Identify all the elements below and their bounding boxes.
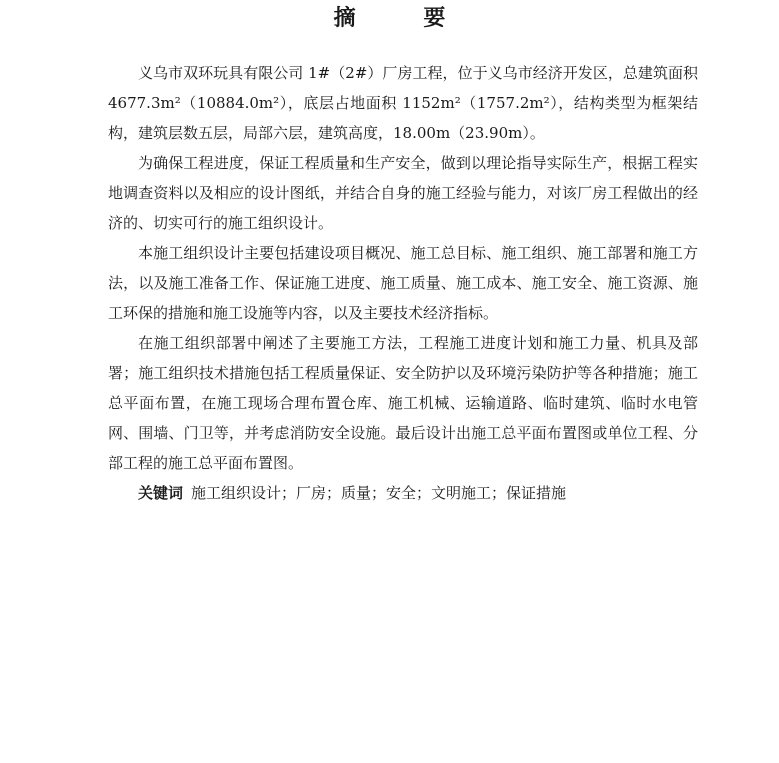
abstract-paragraph-2: 为确保工程进度，保证工程质量和生产安全，做到以理论指导实际生产，根据工程实地调查资料以及相应的设计图纸，并结合自身的施工经验与能力，对该厂房工程做出的经济的、切实可行的施工组织设计。 bbox=[108, 154, 698, 232]
abstract-body bbox=[108, 58, 698, 508]
abstract-title: 摘 要 bbox=[333, 6, 476, 31]
keywords-line bbox=[108, 478, 698, 508]
abstract-paragraph-3: 本施工组织设计主要包括建设项目概况、施工总目标、施工组织、施工部署和施工方法，以及施工准备工作、保证施工进度、施工质量、施工成本、施工安全、施工资源、施工环保的措施和施工设施等内容，以及主要技术经济指标。 bbox=[108, 244, 698, 322]
abstract-paragraph-1: 义乌市双环玩具有限公司 1#（2#）厂房工程，位于义乌市经济开发区，总建筑面积 4677.3m²（10884.0m²），底层占地面积 1152m²（1757.2m²），结构类型为框架结构，建筑层数五层，局部六层，建筑高度，18.00m（23.90m）。 bbox=[108, 64, 698, 142]
abstract-paragraph-4: 在施工组织部署中阐述了主要施工方法，工程施工进度计划和施工力量、机具及部署；施工组织技术措施包括工程质量保证、安全防护以及环境污染防护等各种措施；施工总平面布置，在施工现场合理布置仓库、施工机械、运输道路、临时建筑、临时水电管网、围墙、门卫等，并考虑消防安全设施。最后设计出施工总平面布置图或单位工程、分部工程的施工总平面布置图。 bbox=[108, 334, 698, 472]
keywords-text: 施工组织设计；厂房；质量；安全；文明施工；保证措施 bbox=[191, 484, 567, 502]
keywords-label: 关键词 bbox=[138, 484, 184, 502]
